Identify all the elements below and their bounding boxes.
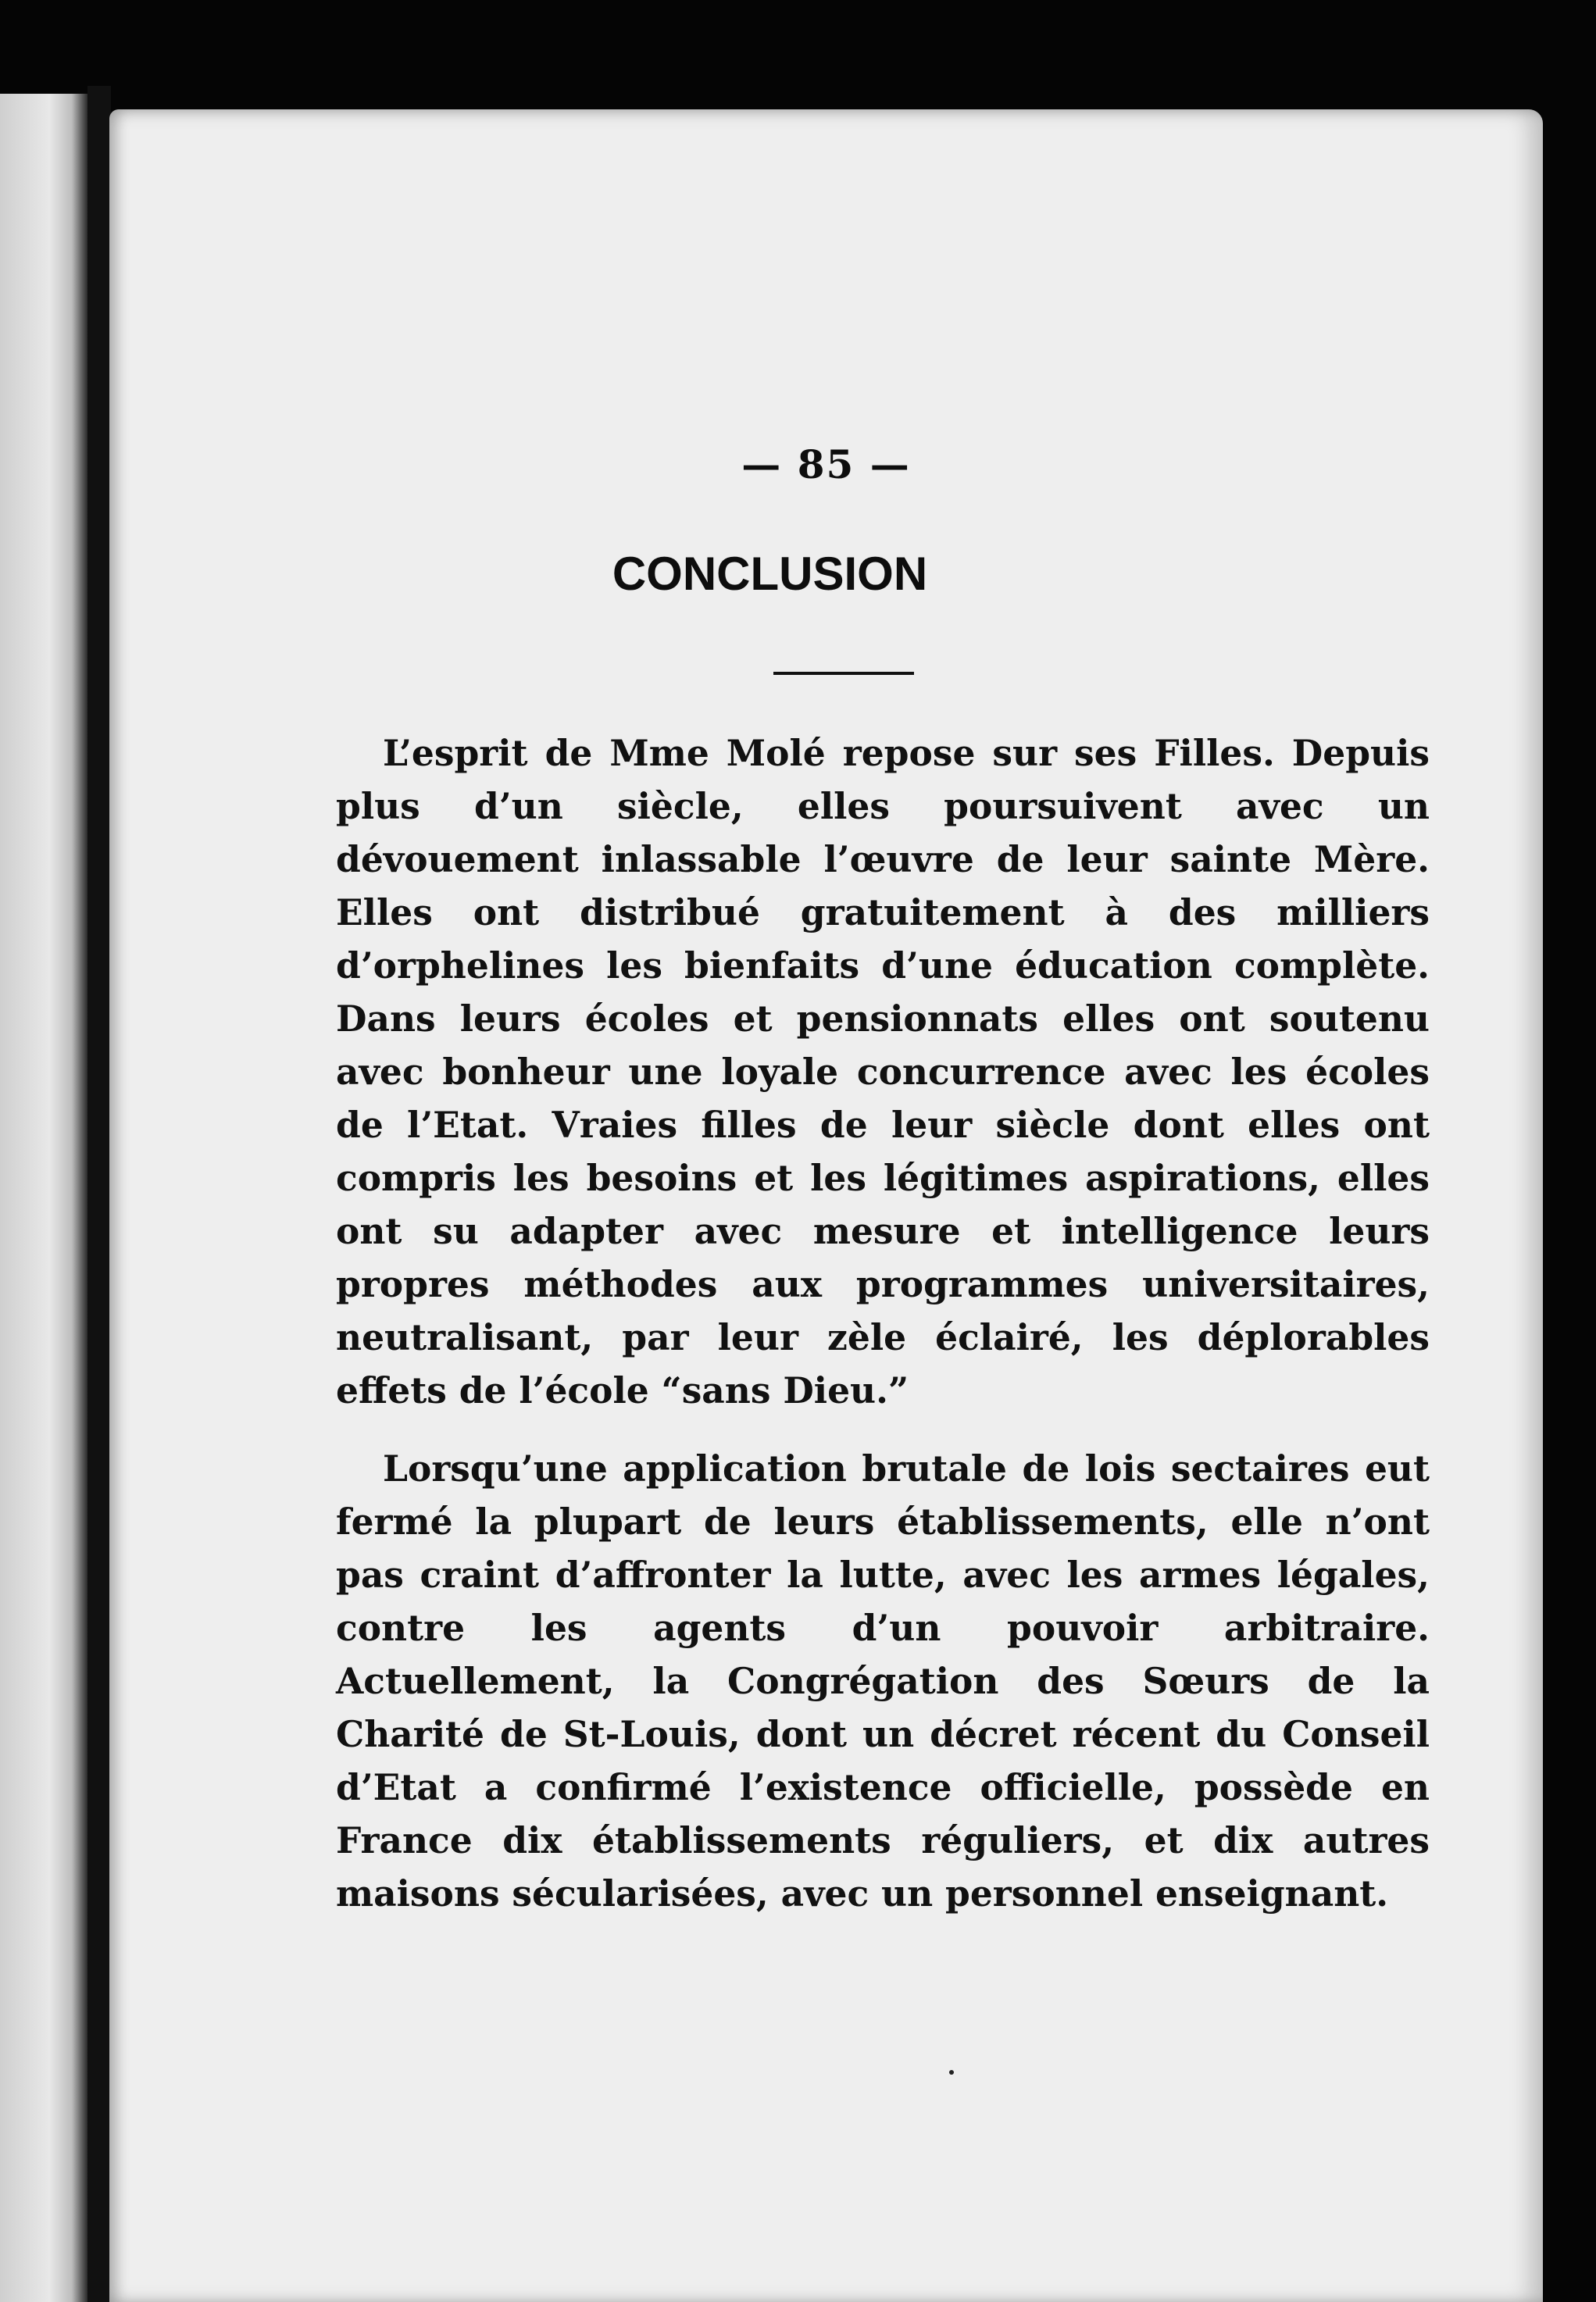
page-number: — 85 —	[741, 441, 911, 487]
left-page-edge	[0, 94, 90, 2302]
paragraph-1: L’esprit de Mme Molé repose sur ses Filles. Depuis plus d’un siècle, elles poursuivent avec un dévouement inlassable l’œuvre de leur sainte Mère. Elles ont distribué gratuitement à des milliers d’orphelines les bienfaits d’une éducation complète. Dans leurs écoles et pensionnats elles ont soutenu avec bonheur une loyale concurrence avec les écoles de l’Etat. Vraies filles de leur siècle dont elles ont compris les besoins et les légitimes aspirations, elles ont su adapter avec mesure et intelligence leurs propres méthodes aux programmes universitaires, neutralisant, par leur zèle éclairé, les déplorables effets de l’école “sans Dieu.”	[336, 732, 1430, 1412]
book-page	[109, 109, 1543, 2302]
page-heading: CONCLUSION	[612, 548, 928, 600]
book-gutter	[87, 86, 111, 2302]
body-text	[336, 726, 1430, 1920]
section-rule	[773, 672, 914, 675]
scan-speck	[949, 2070, 954, 2075]
paragraph-2: Lorsqu’une application brutale de lois sectaires eut fermé la plupart de leurs établissements, elle n’ont pas craint d’affronter la lutte, avec les armes légales, contre les agents d’un pouvoir arbitraire. Actuellement, la Congrégation des Sœurs de la Charité de St-Louis, dont un décret récent du Conseil d’Etat a confirmé l’existence officielle, possède en France dix établissements réguliers, et dix autres maisons sécularisées, avec un personnel enseignant.	[336, 1447, 1430, 1915]
